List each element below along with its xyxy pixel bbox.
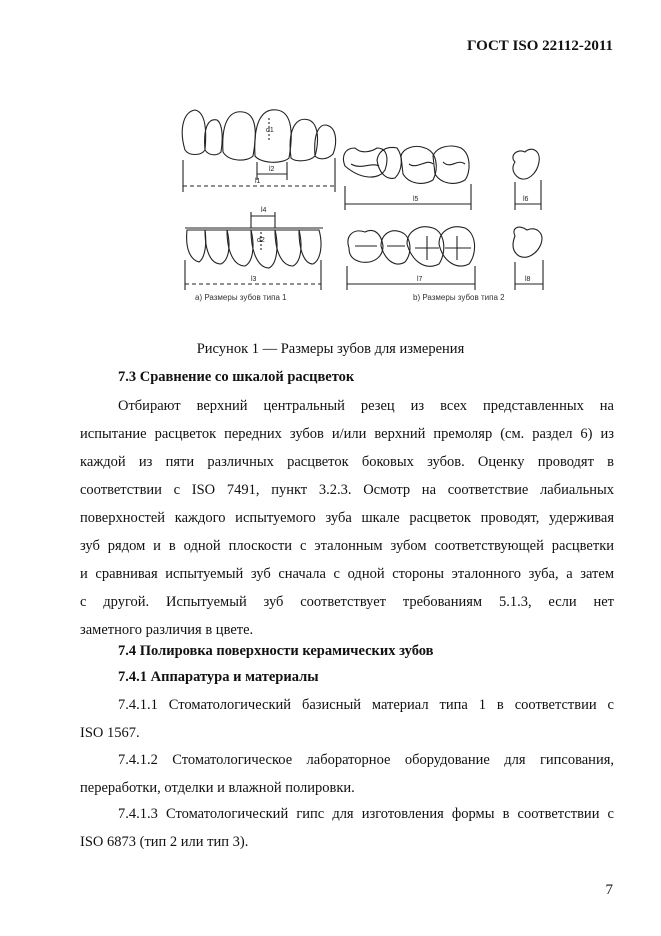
page-number: 7	[605, 882, 613, 898]
dim-label-l3: l3	[251, 276, 257, 283]
figure-caption: Рисунок 1 — Размеры зубов для измерения	[196, 341, 465, 357]
text-line: соответствии с ISO 7491, пункт 3.2.3. Осмотр на соответствие лабиальных	[80, 482, 614, 498]
paragraph-7-4-1-3	[80, 800, 614, 856]
text-line: Отбирают верхний центральный резец из всех представленных на	[118, 398, 614, 414]
dim-label-d1: d1	[266, 127, 274, 134]
dim-label-l7: l7	[417, 276, 423, 283]
text-line: заметного различия в цвете.	[80, 622, 254, 638]
heading-7-4-1: 7.4.1 Аппаратура и материалы	[118, 669, 319, 685]
paragraph-7-4-1-1	[80, 691, 614, 747]
text-line: каждой из пяти различных расцветок боковых зубов. Оценку проводят в	[80, 454, 614, 470]
text-line: 7.4.1.2 Стоматологическое лабораторное оборудование для гипсования,	[118, 752, 614, 768]
standard-header: ГОСТ ISO 22112-2011	[466, 38, 613, 54]
text-line: испытание расцветок передних зубов и/или верхний премоляр (см. раздел 6) из	[80, 426, 614, 442]
text-line: зуб рядом и в одной плоскости с эталонным зубом соответствующей расцветки	[80, 538, 614, 554]
text-line: переработки, отделки и влажной полировки.	[80, 780, 355, 796]
text-line: поверхностей каждого испытуемого зуба шкале расцветок проводят, удерживая	[80, 510, 614, 526]
text-line: 7.4.1.1 Стоматологический базисный материал типа 1 в соответствии с	[118, 697, 614, 713]
subcaption-b: b) Размеры зубов типа 2	[413, 293, 505, 302]
dim-label-l1: l1	[255, 178, 261, 185]
dim-label-l6: l6	[523, 196, 529, 203]
teeth-figure	[165, 100, 565, 315]
subcaption-a: а) Размеры зубов типа 1	[195, 293, 287, 302]
dim-label-l2: l2	[269, 166, 275, 173]
dim-label-l5: l5	[413, 196, 419, 203]
paragraph-7-4-1-2	[80, 746, 614, 802]
heading-7-3: 7.3 Сравнение со шкалой расцветок	[118, 369, 355, 385]
text-line: и сравнивая испытуемый зуб сначала с одной стороны эталонного зуба, а затем	[80, 566, 614, 582]
text-line: с другой. Испытуемый зуб соответствует требованиям 5.1.3, если нет	[80, 594, 614, 610]
type2-upper-teeth	[343, 146, 541, 210]
dim-label-l8: l8	[525, 276, 531, 283]
heading-7-4: 7.4 Полировка поверхности керамических зубов	[118, 643, 434, 659]
dim-label-l4: l4	[261, 207, 267, 214]
text-line: ISO 1567.	[80, 725, 140, 741]
type2-lower-teeth	[347, 227, 543, 290]
dim-label-d2: d2	[257, 237, 265, 244]
paragraph-7-3	[80, 392, 614, 644]
text-line: ISO 6873 (тип 2 или тип 3).	[80, 834, 249, 850]
text-line: 7.4.1.3 Стоматологический гипс для изготовления формы в соответствии с	[118, 806, 614, 822]
teeth-dimensions-drawing	[165, 100, 565, 315]
